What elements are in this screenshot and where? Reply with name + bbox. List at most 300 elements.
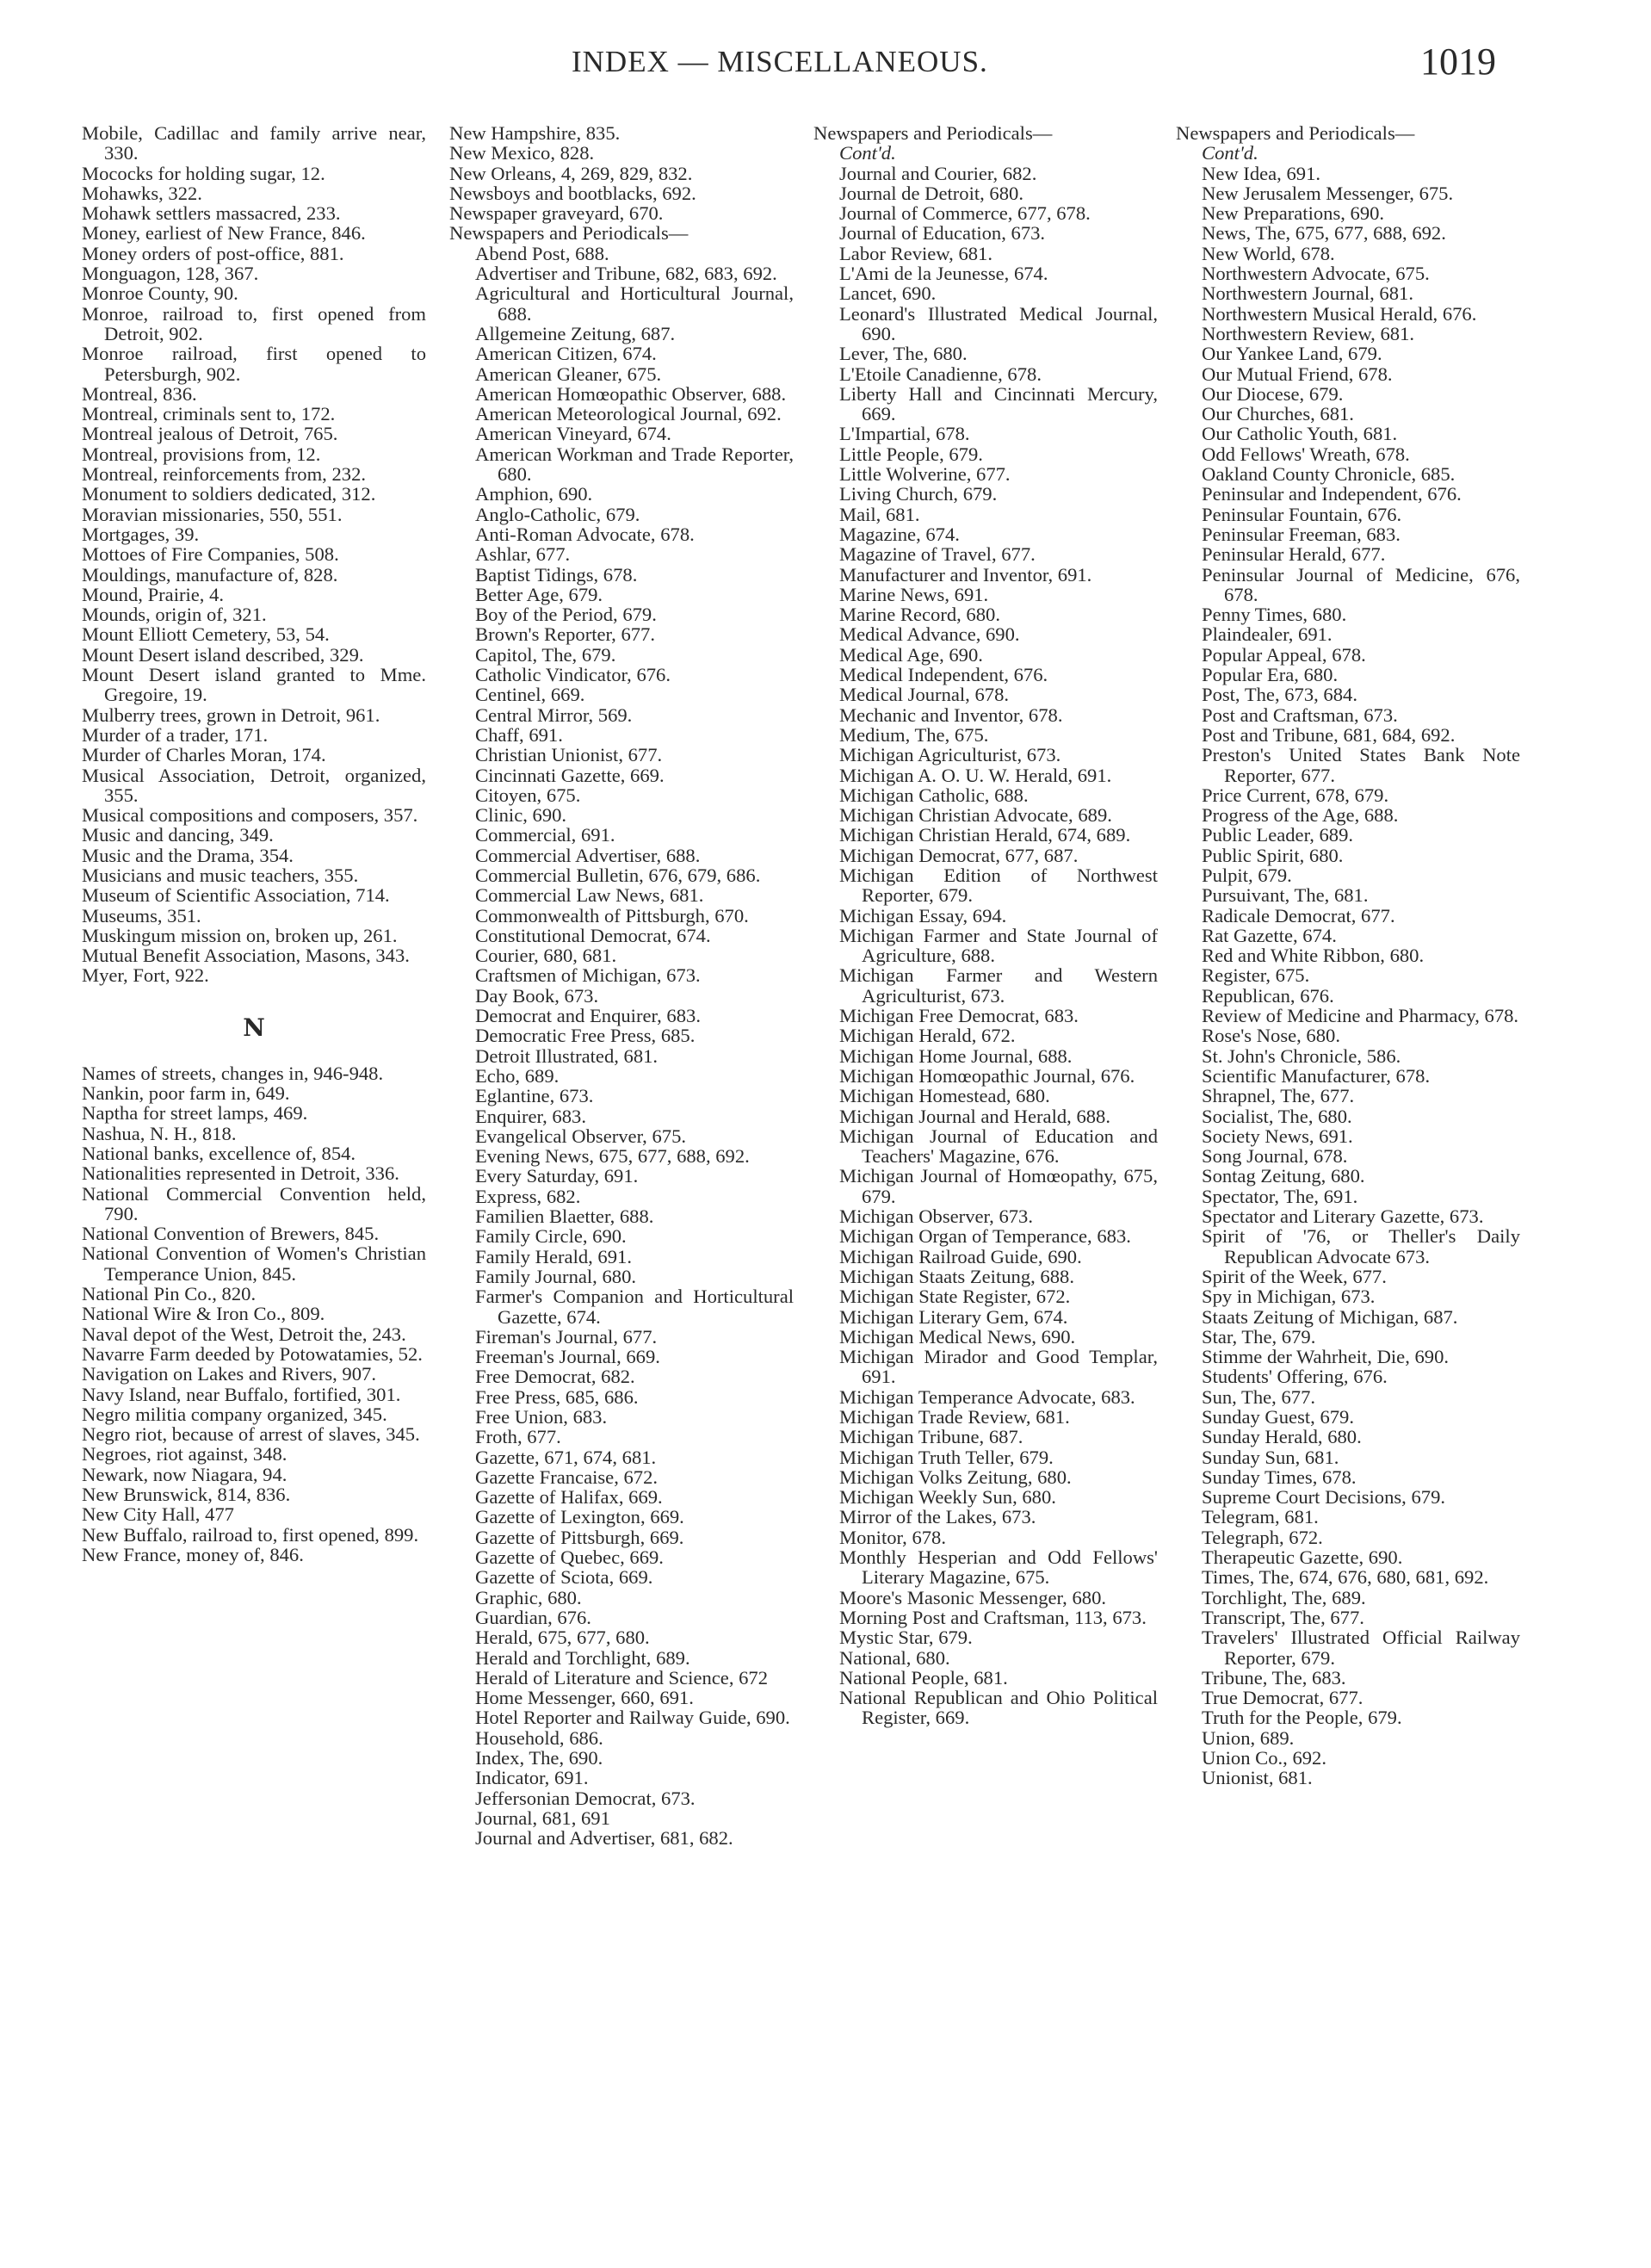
index-entry: Marine News, 691.: [839, 583, 989, 605]
index-entry: Michigan Democrat, 677, 687.: [839, 844, 1079, 866]
m-entries: [82, 123, 426, 986]
index-entry: Sunday Times, 678.: [1202, 1466, 1357, 1488]
index-entry: Medical Independent, 676.: [839, 664, 1048, 686]
index-entry: Michigan Observer, 673.: [839, 1205, 1033, 1228]
index-entry: L'Impartial, 678.: [839, 423, 970, 445]
page-number: 1019: [1420, 40, 1496, 83]
index-entry: Ashlar, 677.: [475, 543, 571, 566]
index-entry: Journal of Commerce, 677, 678.: [839, 202, 1091, 225]
index-entry: Nationalities represented in Detroit, 336.: [82, 1162, 399, 1185]
index-entry: Michigan Journal of Education and Teachers' Magazine, 676.: [839, 1125, 1158, 1168]
index-entry: Journal and Courier, 682.: [839, 162, 1037, 184]
index-entry: New France, money of, 846.: [82, 1543, 304, 1565]
index-entry: Jeffersonian Democrat, 673.: [475, 1787, 696, 1809]
index-entry: Navy Island, near Buffalo, fortified, 301.: [82, 1383, 401, 1405]
index-entry: Murder of Charles Moran, 174.: [82, 744, 326, 766]
index-entry: Northwestern Review, 681.: [1202, 322, 1415, 344]
index-entry: Montreal, reinforcements from, 232.: [82, 463, 367, 486]
index-entry: Monitor, 678.: [839, 1526, 946, 1548]
index-entry: Michigan Essay, 694.: [839, 904, 1007, 926]
index-entry: Sunday Sun, 681.: [1202, 1446, 1339, 1468]
index-entry: Free Press, 685, 686.: [475, 1385, 639, 1408]
index-entry: Constitutional Democrat, 674.: [475, 924, 711, 946]
continued-label: Cont'd.: [1202, 142, 1258, 164]
index-entry: Democratic Free Press, 685.: [475, 1025, 696, 1047]
index-entry: National, 680.: [839, 1646, 950, 1669]
index-entry: Michigan Catholic, 688.: [839, 784, 1029, 806]
index-entry: Therapeutic Gazette, 690.: [1202, 1546, 1403, 1569]
index-entry: Herald of Literature and Science, 672: [475, 1666, 769, 1689]
index-entry: Michigan Agriculturist, 673.: [839, 744, 1061, 766]
index-entry: Courier, 680, 681.: [475, 945, 617, 967]
index-entry: Mounds, origin of, 321.: [82, 604, 267, 626]
index-entry: Popular Era, 680.: [1202, 664, 1339, 686]
index-entry: Musical compositions and composers, 357.: [82, 804, 418, 827]
index-entry: St. John's Chronicle, 586.: [1202, 1044, 1401, 1067]
index-entry: Murder of a trader, 171.: [82, 723, 269, 746]
index-entry: Sun, The, 677.: [1202, 1385, 1316, 1408]
index-entry: Michigan Free Democrat, 683.: [839, 1005, 1079, 1027]
index-entry: Free Democrat, 682.: [475, 1366, 635, 1388]
index-entry: True Democrat, 677.: [1202, 1687, 1363, 1709]
index-entry: American Gleaner, 675.: [475, 363, 662, 385]
index-entry: Commercial Law News, 681.: [475, 884, 704, 907]
index-entry: Register, 675.: [1202, 964, 1310, 987]
index-entry: Amphion, 690.: [475, 483, 593, 505]
index-entry: Journal and Advertiser, 681, 682.: [475, 1827, 733, 1850]
index-entry: Central Mirror, 569.: [475, 703, 633, 726]
index-entry: Medical Journal, 678.: [839, 684, 1010, 706]
index-entry: Montreal jealous of Detroit, 765.: [82, 423, 338, 445]
index-entry: Spy in Michigan, 673.: [1202, 1286, 1376, 1308]
index-entry: Evangelical Observer, 675.: [475, 1125, 687, 1147]
index-entry: Monroe, railroad to, first opened from Detroit, 902.: [82, 302, 426, 344]
index-entry: Magazine, 674.: [839, 523, 960, 545]
index-entry: Morning Post and Craftsman, 113, 673.: [839, 1606, 1147, 1628]
index-entry: Telegram, 681.: [1202, 1506, 1319, 1528]
index-entry: Capitol, The, 679.: [475, 643, 616, 666]
index-entry: New City Hall, 477: [82, 1503, 234, 1526]
index-entry: Michigan Mirador and Good Templar, 691.: [839, 1346, 1158, 1388]
index-entry: Unionist, 681.: [1202, 1767, 1313, 1789]
index-entry: Stimme der Wahrheit, Die, 690.: [1202, 1346, 1450, 1368]
index-entry: Gazette of Pittsburgh, 669.: [475, 1526, 684, 1548]
index-entry: Popular Appeal, 678.: [1202, 643, 1366, 666]
index-entry: Family Herald, 691.: [475, 1245, 632, 1267]
index-entry: Star, The, 679.: [1202, 1325, 1316, 1348]
index-entry: Froth, 677.: [475, 1426, 561, 1448]
index-entry: Michigan Staats Zeitung, 688.: [839, 1265, 1074, 1287]
index-entry: Every Saturday, 691.: [475, 1165, 639, 1187]
index-entry: Moore's Masonic Messenger, 680.: [839, 1586, 1107, 1608]
index-entry: Montreal, provisions from, 12.: [82, 443, 321, 465]
index-entry: Michigan Christian Advocate, 689.: [839, 804, 1112, 827]
index-entry: Michigan Home Journal, 688.: [839, 1044, 1073, 1067]
index-entry: Shrapnel, The, 677.: [1202, 1085, 1355, 1107]
index-entry: Nankin, poor farm in, 649.: [82, 1082, 290, 1105]
index-entry: Mirror of the Lakes, 673.: [839, 1506, 1036, 1528]
index-entry: New Buffalo, railroad to, first opened, 899.: [82, 1523, 419, 1546]
index-entry: Muskingum mission on, broken up, 261.: [82, 924, 398, 946]
index-entry: Our Yankee Land, 679.: [1202, 343, 1382, 365]
index-entry: Moravian missionaries, 550, 551.: [82, 503, 343, 525]
index-entry: Michigan Tribune, 687.: [839, 1426, 1023, 1448]
index-entry: Times, The, 674, 676, 680, 681, 692.: [1202, 1566, 1489, 1589]
index-entry: Telegraph, 672.: [1202, 1526, 1323, 1548]
index-entry: Mechanic and Inventor, 678.: [839, 703, 1063, 726]
index-entry: Michigan Volks Zeitung, 680.: [839, 1466, 1072, 1488]
index-entry: Medical Age, 690.: [839, 643, 983, 666]
index-entry: Michigan Railroad Guide, 690.: [839, 1245, 1082, 1267]
index-entry: Mount Desert island described, 329.: [82, 643, 364, 666]
index-entry: Magazine of Travel, 677.: [839, 543, 1036, 566]
index-entry: Spectator, The, 691.: [1202, 1185, 1358, 1207]
index-entry: Eglantine, 673.: [475, 1085, 594, 1107]
index-entry: Preston's United States Bank Note Reporter, 677.: [1202, 744, 1520, 786]
index-entry: Mount Elliott Cemetery, 53, 54.: [82, 623, 330, 646]
index-entry: American Workman and Trade Reporter, 680.: [475, 443, 794, 486]
index-entry: American Homœopathic Observer, 688.: [475, 382, 787, 405]
index-entry: Chaff, 691.: [475, 723, 563, 746]
index-entry: Michigan Trade Review, 681.: [839, 1406, 1070, 1428]
index-entry: American Vineyard, 674.: [475, 423, 671, 445]
index-entry: Supreme Court Decisions, 679.: [1202, 1486, 1446, 1509]
index-entry: New Mexico, 828.: [449, 142, 595, 164]
index-entry: Michigan Organ of Temperance, 683.: [839, 1225, 1131, 1248]
newspapers-heading-continued: Newspapers and Periodicals—: [813, 122, 1053, 144]
index-entry: Commonwealth of Pittsburgh, 670.: [475, 904, 749, 926]
index-entry: Rose's Nose, 680.: [1202, 1025, 1340, 1047]
index-entry: American Meteorological Journal, 692.: [475, 403, 782, 425]
index-entry: Journal de Detroit, 680.: [839, 182, 1023, 204]
index-entry: Graphic, 680.: [475, 1586, 582, 1608]
index-entry: Family Circle, 690.: [475, 1225, 627, 1248]
index-entry: Naval depot of the West, Detroit the, 243.: [82, 1323, 406, 1345]
index-entry: Staats Zeitung of Michigan, 687.: [1202, 1305, 1458, 1328]
index-entry: Mohawks, 322.: [82, 182, 202, 204]
index-entry: Michigan A. O. U. W. Herald, 691.: [839, 764, 1112, 786]
index-entry: Northwestern Musical Herald, 676.: [1202, 302, 1477, 325]
index-entry: Michigan State Register, 672.: [839, 1286, 1071, 1308]
index-entry: Michigan Literary Gem, 674.: [839, 1305, 1068, 1328]
index-entry: Red and White Ribbon, 680.: [1202, 945, 1425, 967]
newspaper-entries: [449, 244, 794, 1849]
index-entry: Public Leader, 689.: [1202, 824, 1354, 846]
index-entry: Negro militia company organized, 345.: [82, 1403, 387, 1425]
index-entry: Michigan Medical News, 690.: [839, 1325, 1076, 1348]
index-entry: National Pin Co., 820.: [82, 1283, 257, 1305]
index-entry: Index, The, 690.: [475, 1747, 603, 1769]
index-entry: Indicator, 691.: [475, 1767, 589, 1789]
index-entry: Detroit Illustrated, 681.: [475, 1044, 659, 1067]
index-entry: Monthly Hesperian and Odd Fellows' Literary Magazine, 675.: [839, 1546, 1158, 1589]
index-entry: Sunday Herald, 680.: [1202, 1426, 1362, 1448]
index-entry: Anti-Roman Advocate, 678.: [475, 523, 695, 545]
index-entry: Medium, The, 675.: [839, 723, 989, 746]
index-entry: Spirit of '76, or Theller's Daily Republican Advocate 673.: [1202, 1225, 1520, 1267]
index-entry: Cincinnati Gazette, 669.: [475, 764, 665, 786]
index-entry: Better Age, 679.: [475, 583, 603, 605]
index-entry: Plaindealer, 691.: [1202, 623, 1333, 646]
index-entry: Music and the Drama, 354.: [82, 844, 294, 866]
index-entry: Torchlight, The, 689.: [1202, 1586, 1366, 1608]
index-entry: Money orders of post-office, 881.: [82, 242, 344, 264]
index-entry: Living Church, 679.: [839, 483, 998, 505]
index-entry: Michigan Journal of Homœopathy, 675, 679.: [839, 1165, 1158, 1207]
index-entry: Boy of the Period, 679.: [475, 604, 657, 626]
index-entry: Northwestern Advocate, 675.: [1202, 263, 1430, 285]
index-entry: Michigan Temperance Advocate, 683.: [839, 1385, 1135, 1408]
newspaper-entries: [1176, 164, 1520, 1788]
index-entry: Our Churches, 681.: [1202, 403, 1354, 425]
section-letter-n: N: [243, 1013, 265, 1042]
index-entry: Commercial Bulletin, 676, 679, 686.: [475, 864, 761, 886]
index-entry: News, The, 675, 677, 688, 692.: [1202, 222, 1446, 245]
newspaper-entries: [813, 164, 1158, 1728]
index-entry: National Convention of Women's Christian Temperance Union, 845.: [82, 1242, 426, 1285]
index-entry: Hotel Reporter and Railway Guide, 690.: [475, 1707, 790, 1729]
index-entry: Liberty Hall and Cincinnati Mercury, 669.: [839, 382, 1158, 425]
index-entry: Oakland County Chronicle, 685.: [1202, 463, 1456, 486]
index-entry: New Jerusalem Messenger, 675.: [1202, 182, 1454, 204]
page-title: INDEX — MISCELLANEOUS.: [572, 45, 988, 78]
index-entry: Lancet, 690.: [839, 282, 937, 305]
index-entry: Michigan Truth Teller, 679.: [839, 1446, 1054, 1468]
index-entry: Navarre Farm deeded by Potowatamies, 52.: [82, 1342, 423, 1365]
index-entry: Mount Desert island granted to Mme. Gregoire, 19.: [82, 664, 426, 706]
index-entry: Penny Times, 680.: [1202, 604, 1347, 626]
index-entry: New Idea, 691.: [1202, 162, 1321, 184]
index-entry: Musical Association, Detroit, organized, 355.: [82, 764, 426, 806]
index-column-4: [1176, 123, 1520, 1788]
index-entry: Rat Gazette, 674.: [1202, 924, 1337, 946]
index-entry: National Republican and Ohio Political Register, 669.: [839, 1687, 1158, 1729]
index-entry: L'Ami de la Jeunesse, 674.: [839, 263, 1048, 285]
index-entry: Michigan Farmer and Western Agriculturist, 673.: [839, 964, 1158, 1007]
index-entry: Odd Fellows' Wreath, 678.: [1202, 443, 1410, 465]
index-entry: Society News, 691.: [1202, 1125, 1353, 1147]
index-entry: Labor Review, 681.: [839, 242, 992, 264]
index-entry: Progress of the Age, 688.: [1202, 804, 1399, 827]
index-entry: Gazette Francaise, 672.: [475, 1466, 659, 1488]
index-entry: Union Co., 692.: [1202, 1747, 1326, 1769]
index-entry: Little Wolverine, 677.: [839, 463, 1011, 486]
index-entry: Advertiser and Tribune, 682, 683, 692.: [475, 263, 777, 285]
index-entry: Manufacturer and Inventor, 691.: [839, 563, 1092, 586]
index-entry: Mutual Benefit Association, Masons, 343.: [82, 945, 410, 967]
index-entry: Our Mutual Friend, 678.: [1202, 363, 1393, 385]
index-entry: Commercial Advertiser, 688.: [475, 844, 701, 866]
index-entry: Spectator and Literary Gazette, 673.: [1202, 1205, 1484, 1228]
index-entry: Monguagon, 128, 367.: [82, 263, 259, 285]
index-entry: Peninsular Herald, 677.: [1202, 543, 1386, 566]
index-entry: Peninsular Journal of Medicine, 676, 678.: [1202, 563, 1520, 605]
index-entry: Newspaper graveyard, 670.: [449, 202, 664, 225]
index-entry: Anglo-Catholic, 679.: [475, 503, 640, 525]
index-entry: Little People, 679.: [839, 443, 983, 465]
index-entry: Post and Craftsman, 673.: [1202, 703, 1398, 726]
index-entry: American Citizen, 674.: [475, 343, 657, 365]
page-header: [0, 36, 1651, 88]
index-entry: Monroe County, 90.: [82, 282, 238, 305]
index-entry: Peninsular Fountain, 676.: [1202, 503, 1402, 525]
index-entry: Myer, Fort, 922.: [82, 964, 209, 987]
index-entry: Herald and Torchlight, 689.: [475, 1646, 690, 1669]
index-entry: Christian Unionist, 677.: [475, 744, 663, 766]
index-entry: Song Journal, 678.: [1202, 1145, 1348, 1168]
index-entry: Negro riot, because of arrest of slaves, 345.: [82, 1423, 420, 1446]
index-entry: Republican, 676.: [1202, 984, 1334, 1007]
index-entry: Allgemeine Zeitung, 687.: [475, 322, 676, 344]
index-entry: Herald, 675, 677, 680.: [475, 1627, 650, 1649]
index-column-1: [82, 123, 426, 1565]
index-entry: Free Union, 683.: [475, 1406, 608, 1428]
newspapers-heading: Newspapers and Periodicals—: [449, 222, 689, 245]
index-entry: Mulberry trees, grown in Detroit, 961.: [82, 703, 380, 726]
index-entry: New Preparations, 690.: [1202, 202, 1385, 225]
index-entry: Montreal, 836.: [82, 382, 197, 405]
index-entry: Guardian, 676.: [475, 1606, 591, 1628]
index-entry: Gazette of Halifax, 669.: [475, 1486, 663, 1509]
index-entry: Lever, The, 680.: [839, 343, 968, 365]
index-entry: Transcript, The, 677.: [1202, 1606, 1364, 1628]
index-entry: Enquirer, 683.: [475, 1105, 586, 1127]
index-entry: Truth for the People, 679.: [1202, 1707, 1402, 1729]
continued-label: Cont'd.: [839, 142, 896, 164]
index-entry: Negroes, riot against, 348.: [82, 1443, 288, 1466]
index-entry: Gazette of Quebec, 669.: [475, 1546, 664, 1569]
index-entry: Leonard's Illustrated Medical Journal, 690.: [839, 302, 1158, 344]
index-entry: Peninsular and Independent, 676.: [1202, 483, 1462, 505]
index-entry: Baptist Tidings, 678.: [475, 563, 638, 586]
index-entry: Citoyen, 675.: [475, 784, 581, 806]
index-entry: Mystic Star, 679.: [839, 1627, 973, 1649]
index-entry: National Commercial Convention held, 790.: [82, 1182, 426, 1224]
index-entry: Evening News, 675, 677, 688, 692.: [475, 1145, 750, 1168]
index-entry: Naptha for street lamps, 469.: [82, 1102, 308, 1125]
index-entry: Echo, 689.: [475, 1064, 560, 1087]
index-entry: Abend Post, 688.: [475, 242, 609, 264]
index-entry: Familien Blaetter, 688.: [475, 1205, 654, 1228]
index-entry: Navigation on Lakes and Rivers, 907.: [82, 1363, 376, 1385]
index-entry: New Orleans, 4, 269, 829, 832.: [449, 162, 693, 184]
index-entry: Museums, 351.: [82, 904, 201, 926]
index-entry: Money, earliest of New France, 846.: [82, 222, 366, 245]
index-entry: Mail, 681.: [839, 503, 920, 525]
index-entry: Mound, Prairie, 4.: [82, 583, 225, 605]
index-entry: Farmer's Companion and Horticultural Gazette, 674.: [475, 1286, 794, 1328]
index-entry: Post and Tribune, 681, 684, 692.: [1202, 723, 1456, 746]
index-entry: Sunday Guest, 679.: [1202, 1406, 1354, 1428]
index-entry: Newark, now Niagara, 94.: [82, 1463, 288, 1485]
index-entry: Journal of Education, 673.: [839, 222, 1046, 245]
index-entry: National Wire & Iron Co., 809.: [82, 1303, 325, 1325]
index-entry: National People, 681.: [839, 1666, 1008, 1689]
index-entry: Sontag Zeitung, 680.: [1202, 1165, 1365, 1187]
index-entry: L'Etoile Canadienne, 678.: [839, 363, 1042, 385]
index-entry: Centinel, 669.: [475, 684, 585, 706]
index-entry: Musicians and music teachers, 355.: [82, 864, 359, 886]
index-entry: Peninsular Freeman, 683.: [1202, 523, 1401, 545]
index-entry: Michigan Homestead, 680.: [839, 1085, 1050, 1107]
index-entry: Students' Offering, 676.: [1202, 1366, 1388, 1388]
index-entry: Clinic, 690.: [475, 804, 567, 827]
index-entry: Democrat and Enquirer, 683.: [475, 1005, 701, 1027]
index-entry: Michigan Christian Herald, 674, 689.: [839, 824, 1131, 846]
index-entry: Medical Advance, 690.: [839, 623, 1020, 646]
index-entry: Tribune, The, 683.: [1202, 1666, 1346, 1689]
index-entry: Montreal, criminals sent to, 172.: [82, 403, 336, 425]
index-entry: Museum of Scientific Association, 714.: [82, 884, 390, 907]
index-entry: Price Current, 678, 679.: [1202, 784, 1389, 806]
newspapers-heading-continued: Newspapers and Periodicals—: [1176, 122, 1415, 144]
index-column-2: [449, 123, 794, 1849]
index-entry: New Hampshire, 835.: [449, 122, 621, 144]
index-entry: Agricultural and Horticultural Journal, 688.: [475, 282, 794, 325]
index-entry: National banks, excellence of, 854.: [82, 1142, 356, 1164]
index-entry: Post, The, 673, 684.: [1202, 684, 1357, 706]
index-entry: Journal, 681, 691: [475, 1806, 610, 1829]
index-entry: Fireman's Journal, 677.: [475, 1325, 658, 1348]
index-entry: Michigan Edition of Northwest Reporter, 679.: [839, 864, 1158, 907]
index-entry: Gazette of Lexington, 669.: [475, 1506, 684, 1528]
index-entry: Pulpit, 679.: [1202, 864, 1292, 886]
index-entry: Home Messenger, 660, 691.: [475, 1687, 694, 1709]
index-entry: New World, 678.: [1202, 242, 1335, 264]
index-entry: Mohawk settlers massacred, 233.: [82, 202, 341, 225]
index-entry: National Convention of Brewers, 845.: [82, 1223, 380, 1245]
index-column-3: [813, 123, 1158, 1728]
index-entry: Scientific Manufacturer, 678.: [1202, 1064, 1431, 1087]
index-entry: Radicale Democrat, 677.: [1202, 904, 1395, 926]
index-entry: Names of streets, changes in, 946-948.: [82, 1062, 384, 1084]
index-entry: Music and dancing, 349.: [82, 824, 274, 846]
index-entry: Michigan Weekly Sun, 680.: [839, 1486, 1056, 1509]
index-entry: Mottoes of Fire Companies, 508.: [82, 543, 339, 566]
index-entry: Michigan Homœopathic Journal, 676.: [839, 1064, 1135, 1087]
index-entry: Newsboys and bootblacks, 692.: [449, 182, 696, 204]
index-entry: Mococks for holding sugar, 12.: [82, 162, 325, 184]
n-entries: [82, 1063, 426, 1565]
index-entry: Monument to soldiers dedicated, 312.: [82, 483, 376, 505]
index-entry: Gazette, 671, 674, 681.: [475, 1446, 657, 1468]
index-entry: Commercial, 691.: [475, 824, 615, 846]
index-entry: Monroe railroad, first opened to Petersburgh, 902.: [82, 343, 426, 385]
index-entry: Mobile, Cadillac and family arrive near, 330.: [82, 122, 426, 164]
index-entry: Gazette of Sciota, 669.: [475, 1566, 653, 1589]
index-entry: Nashua, N. H., 818.: [82, 1122, 237, 1144]
index-entry: Socialist, The, 680.: [1202, 1105, 1352, 1127]
new-entries: [449, 123, 794, 223]
index-entry: Union, 689.: [1202, 1726, 1295, 1749]
index-entry: Household, 686.: [475, 1726, 603, 1749]
index-entry: Brown's Reporter, 677.: [475, 623, 655, 646]
index-entry: Day Book, 673.: [475, 984, 599, 1007]
index-entry: Public Spirit, 680.: [1202, 844, 1344, 866]
index-entry: Express, 682.: [475, 1185, 581, 1207]
index-entry: Michigan Journal and Herald, 688.: [839, 1105, 1110, 1127]
index-entry: Spirit of the Week, 677.: [1202, 1265, 1387, 1287]
index-entry: Michigan Farmer and State Journal of Agriculture, 688.: [839, 924, 1158, 967]
index-entry: Family Journal, 680.: [475, 1265, 637, 1287]
index-entry: Our Catholic Youth, 681.: [1202, 423, 1398, 445]
index-entry: Our Diocese, 679.: [1202, 382, 1344, 405]
index-entry: Marine Record, 680.: [839, 604, 1000, 626]
index-entry: Catholic Vindicator, 676.: [475, 664, 671, 686]
index-entry: Pursuivant, The, 681.: [1202, 884, 1369, 907]
index-entry: Mouldings, manufacture of, 828.: [82, 563, 338, 586]
index-entry: Review of Medicine and Pharmacy, 678.: [1202, 1005, 1519, 1027]
